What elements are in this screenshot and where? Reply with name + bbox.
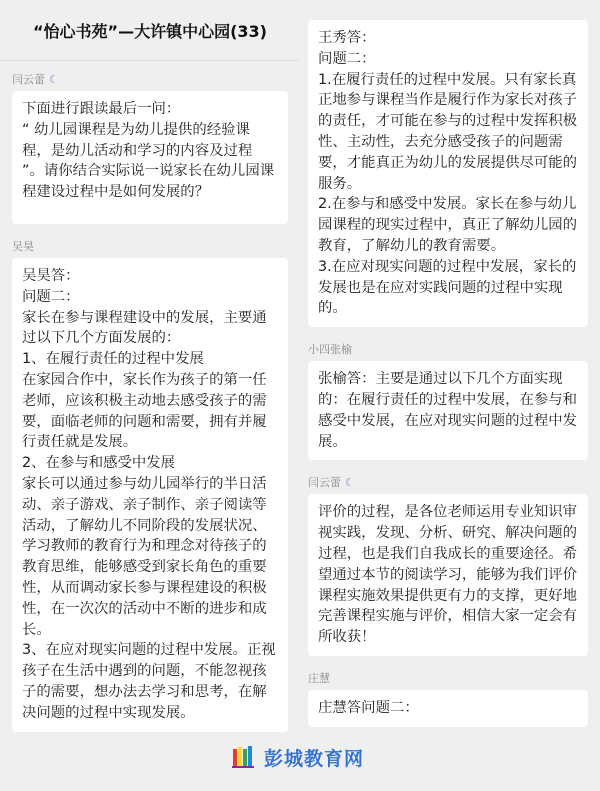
sender-name: 小四张榆 <box>308 343 352 357</box>
site-watermark <box>230 742 364 772</box>
sender-row <box>12 71 300 87</box>
book-logo-icon <box>230 743 258 771</box>
message-group <box>300 0 600 327</box>
message-group <box>300 474 600 656</box>
sender-row <box>308 341 600 357</box>
message-group <box>0 71 300 224</box>
moon-icon: ☾ <box>49 72 59 86</box>
message-bubble[interactable]: 王秀答： 问题二： 1.在履行责任的过程中发展。只有家长真正地参与课程当作是履行作为家长对孩子的责任，才可能在参与的过程中发挥积极性、主动性，去充分感受孩子的问题需要，才能真正为幼儿的发展提供尽可能的服务。 2.在参与和感受中发展。家长在参与幼儿园课程的现实过程中，真正了解幼儿园的教育，了解幼儿的教育需要。 3.在应对现实问题的过程中发展，家长的发展也是在应对实践问题的过程中实现的。 <box>308 20 588 327</box>
chat-title: “怡心书苑”—大许镇中心园(33) <box>0 0 300 61</box>
sender-row <box>308 670 600 686</box>
message-bubble[interactable]: 评价的过程，是各位老师运用专业知识审视实践，发现、分析、研究、解决问题的过程，也是我们自我成长的重要途径。希望通过本节的阅读学习，能够为我们评价课程实施效果提供更有力的支撑，更好地完善课程实施与评价，相信大家一定会有所收获！ <box>308 494 588 656</box>
watermark-text: 彭城教育网 <box>264 747 365 770</box>
message-group <box>300 670 600 727</box>
message-bubble[interactable]: 吴昊答： 问题二： 家长在参与课程建设中的发展，主要通过以下几个方面发展的： 1、在履行责任的过程中发展 在家园合作中，家长作为孩子的第一任老师，应该积极主动地去感受孩子的需要，面临老师的问题和需要，拥有并履行责任就是发展。 2、在参与和感受中发展 家长可以通过参与幼儿园举行的半日活动、亲子游戏、亲子制作、亲子阅读等活动，了解幼儿不同阶段的发展状况、学习教师的教育行为和理念对待孩子的教育思维，能够感受到家长角色的重要性，从而调动家长参与课程建设的积极性，在一次次的活动中不断的进步和成长。 3、在应对现实问题的过程中发展。正视孩子在生活中遇到的问题，不能忽视孩子的需要，想办法去学习和思考，在解决问题的过程中实现发展。 <box>12 258 288 732</box>
sender-name: 闫云蕾 <box>308 476 341 490</box>
message-group <box>0 238 300 732</box>
message-bubble[interactable]: 庄慧答问题二： <box>308 690 588 727</box>
message-bubble[interactable]: 张榆答：主要是通过以下几个方面实现的：在履行责任的过程中发展，在参与和感受中发展，在应对现实问题的过程中发展。 <box>308 361 588 460</box>
sender-row <box>308 474 600 490</box>
right-chat-panel <box>300 0 600 791</box>
moon-icon: ☾ <box>345 475 355 489</box>
sender-name: 闫云蕾 <box>12 73 45 86</box>
message-group <box>300 341 600 460</box>
sender-name: 庄慧 <box>308 671 330 685</box>
message-bubble[interactable]: 下面进行跟读最后一问： “ 幼儿园课程是为幼儿提供的经验课程，是幼儿活动和学习的内容及过程 ”。请你结合实际说一说家长在幼儿园课程建设过程中是如何发展的？ <box>12 91 288 224</box>
sender-row <box>12 238 300 254</box>
sender-name: 吴昊 <box>12 240 34 253</box>
